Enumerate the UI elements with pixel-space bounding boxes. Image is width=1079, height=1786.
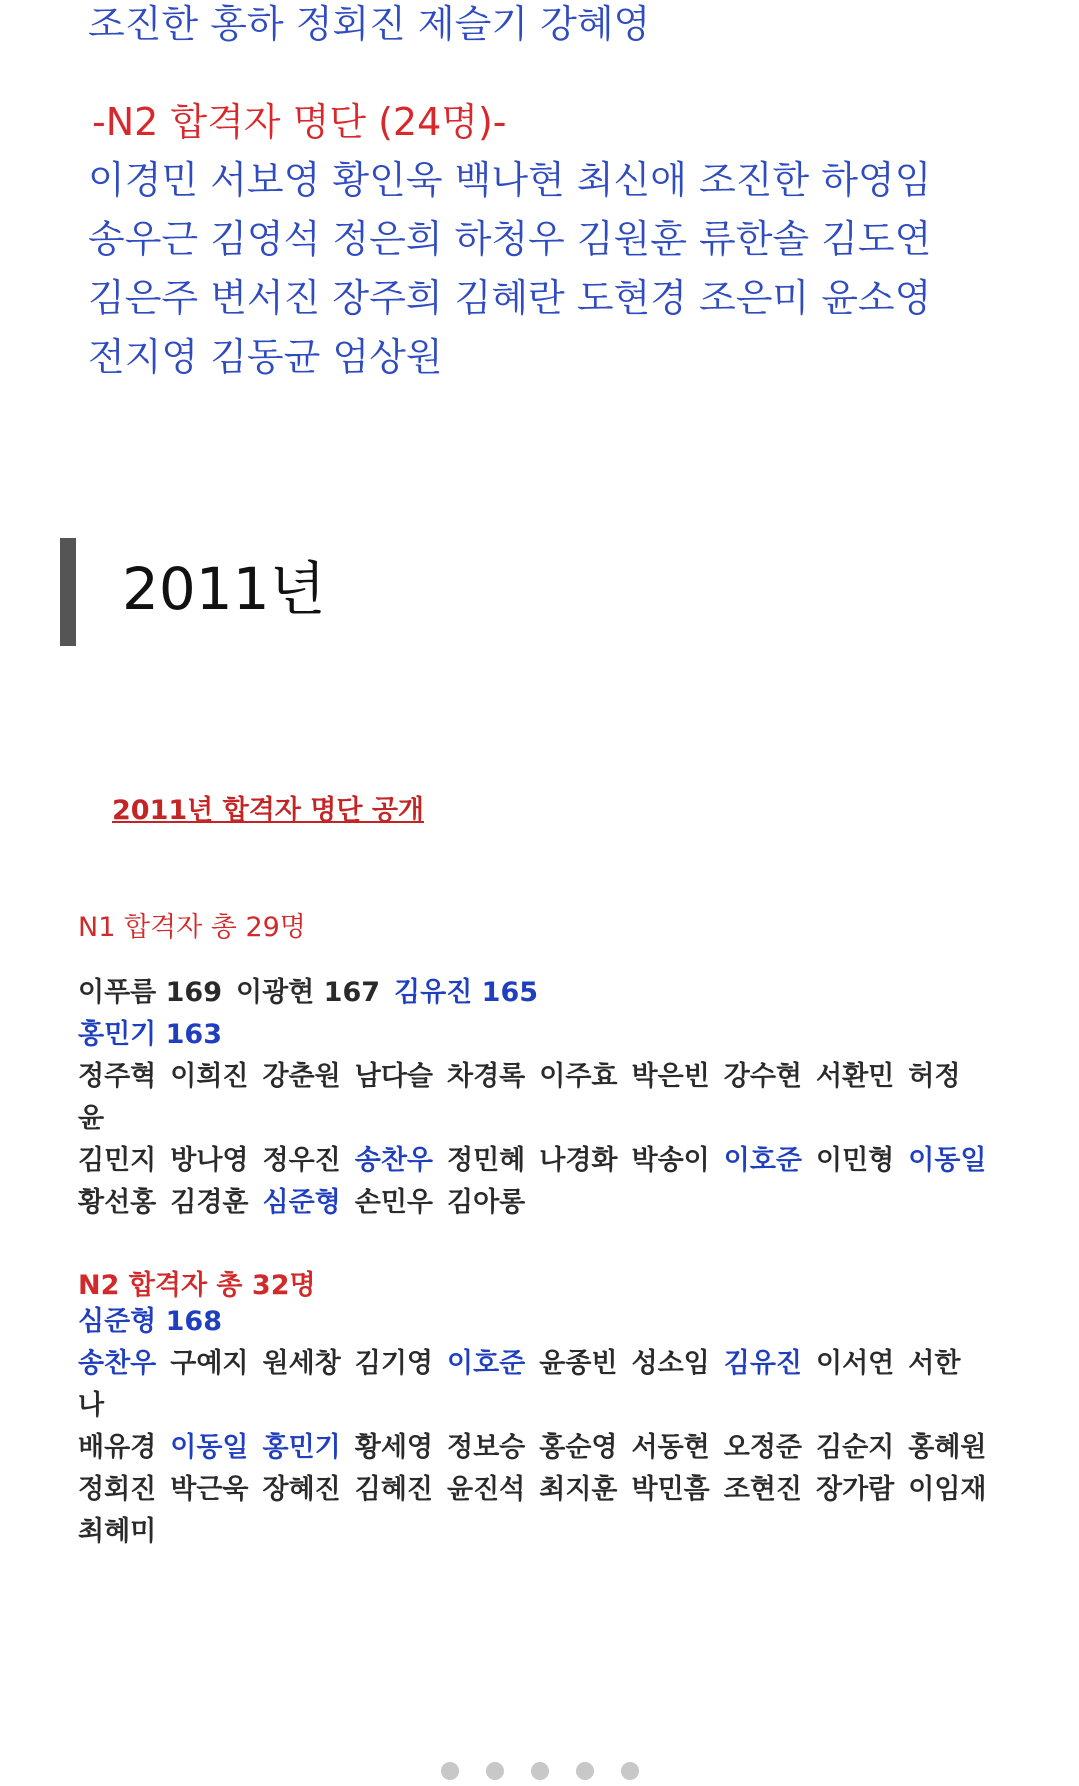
page-indicator xyxy=(0,1762,1079,1780)
name: 최혜미 xyxy=(78,1516,157,1547)
name: 서한 xyxy=(908,1348,961,1379)
n2-name-line-1: 이경민 서보영 황인욱 백나현 최신애 조진한 하영임 xyxy=(88,158,932,202)
n2-name-line-4: 전지영 김동균 엄상원 xyxy=(88,335,443,379)
name: 황선홍 xyxy=(78,1187,157,1218)
year-section-title: 2011년 xyxy=(122,555,326,623)
n2-line xyxy=(78,1301,1001,1343)
page-dot[interactable] xyxy=(486,1762,504,1780)
results-title-link[interactable]: 2011년 합격자 명단 공개 xyxy=(112,795,425,826)
name: 김경훈 xyxy=(170,1187,249,1218)
name: 구예지 xyxy=(170,1348,249,1379)
n2-name-line-2: 송우근 김영석 정은희 하청우 김원훈 류한솔 김도연 xyxy=(88,217,932,261)
name: 김민지 xyxy=(78,1145,157,1176)
name: 방나영 xyxy=(170,1145,249,1176)
name: 차경록 xyxy=(447,1061,526,1092)
name: 김기영 xyxy=(354,1348,433,1379)
highlighted-name: 이호준 xyxy=(447,1348,526,1379)
name: 박민흠 xyxy=(631,1474,710,1505)
name: 손민우 xyxy=(354,1187,433,1218)
name: 강춘원 xyxy=(262,1061,341,1092)
name: 이광현 167 xyxy=(236,977,381,1008)
page-dot[interactable] xyxy=(531,1762,549,1780)
page-dot[interactable] xyxy=(441,1762,459,1780)
page-dot[interactable] xyxy=(576,1762,594,1780)
highlighted-name: 김유진 165 xyxy=(394,977,539,1008)
year-section-bar xyxy=(60,538,76,646)
highlighted-name: 심준형 xyxy=(262,1187,341,1218)
name: 나경화 xyxy=(539,1145,618,1176)
name: 서동현 xyxy=(631,1432,710,1463)
n1-line xyxy=(78,972,1001,1014)
top-name-line: 조진한 홍하 정회진 제슬기 강혜영 xyxy=(88,2,651,46)
n1-line xyxy=(78,1014,1001,1056)
name: 홍순영 xyxy=(539,1432,618,1463)
name: 원세창 xyxy=(262,1348,341,1379)
name: 윤진석 xyxy=(447,1474,526,1505)
name: 이주효 xyxy=(539,1061,618,1092)
n2-line xyxy=(78,1385,1001,1427)
n1-line xyxy=(78,1140,1001,1182)
name: 강수현 xyxy=(723,1061,802,1092)
highlighted-name: 김유진 xyxy=(723,1348,802,1379)
highlighted-name: 홍민기 xyxy=(262,1432,341,1463)
name: 이민형 xyxy=(816,1145,895,1176)
name: 박은빈 xyxy=(631,1061,710,1092)
name: 이임재 xyxy=(908,1474,987,1505)
n1-line xyxy=(78,1056,1001,1098)
n2-header: N2 합격자 총 32명 xyxy=(78,1270,316,1301)
name: 배유경 xyxy=(78,1432,157,1463)
name: 오정준 xyxy=(723,1432,802,1463)
n1-line xyxy=(78,1182,1001,1224)
name: 정회진 xyxy=(78,1474,157,1505)
name: 윤종빈 xyxy=(539,1348,618,1379)
name: 김혜진 xyxy=(354,1474,433,1505)
name: 윤 xyxy=(78,1103,105,1134)
name: 정주혁 xyxy=(78,1061,157,1092)
name: 나 xyxy=(78,1390,105,1421)
highlighted-name: 송찬우 xyxy=(354,1145,433,1176)
n1-line xyxy=(78,1098,1001,1140)
name: 정민혜 xyxy=(447,1145,526,1176)
n2-name-line-3: 김은주 변서진 장주희 김혜란 도현경 조은미 윤소영 xyxy=(88,276,932,320)
name: 정우진 xyxy=(262,1145,341,1176)
n2-names xyxy=(78,1301,1001,1553)
name: 장가람 xyxy=(816,1474,895,1505)
name: 정보승 xyxy=(447,1432,526,1463)
name: 남다슬 xyxy=(354,1061,433,1092)
n2-line xyxy=(78,1469,1001,1511)
name: 김순지 xyxy=(816,1432,895,1463)
name: 허정 xyxy=(908,1061,961,1092)
n2-line xyxy=(78,1511,1001,1553)
highlighted-name: 이동일 xyxy=(908,1145,987,1176)
n2-list-header: -N2 합격자 명단 (24명)- xyxy=(92,100,507,144)
highlighted-name: 심준형 168 xyxy=(78,1306,223,1337)
n2-line xyxy=(78,1427,1001,1469)
name: 박송이 xyxy=(631,1145,710,1176)
name: 김아롱 xyxy=(447,1187,526,1218)
name: 조현진 xyxy=(723,1474,802,1505)
page-dot[interactable] xyxy=(621,1762,639,1780)
highlighted-name: 송찬우 xyxy=(78,1348,157,1379)
n1-names xyxy=(78,972,1001,1224)
name: 성소임 xyxy=(631,1348,710,1379)
name: 홍혜원 xyxy=(908,1432,987,1463)
name: 서환민 xyxy=(816,1061,895,1092)
name: 박근욱 xyxy=(170,1474,249,1505)
highlighted-name: 이호준 xyxy=(723,1145,802,1176)
name: 장혜진 xyxy=(262,1474,341,1505)
name: 이서연 xyxy=(816,1348,895,1379)
highlighted-name: 이동일 xyxy=(170,1432,249,1463)
highlighted-name: 홍민기 163 xyxy=(78,1019,223,1050)
name: 이희진 xyxy=(170,1061,249,1092)
n2-line xyxy=(78,1343,1001,1385)
name: 황세영 xyxy=(354,1432,433,1463)
name: 최지훈 xyxy=(539,1474,618,1505)
name: 이푸름 169 xyxy=(78,977,223,1008)
n1-header: N1 합격자 총 29명 xyxy=(78,912,306,943)
